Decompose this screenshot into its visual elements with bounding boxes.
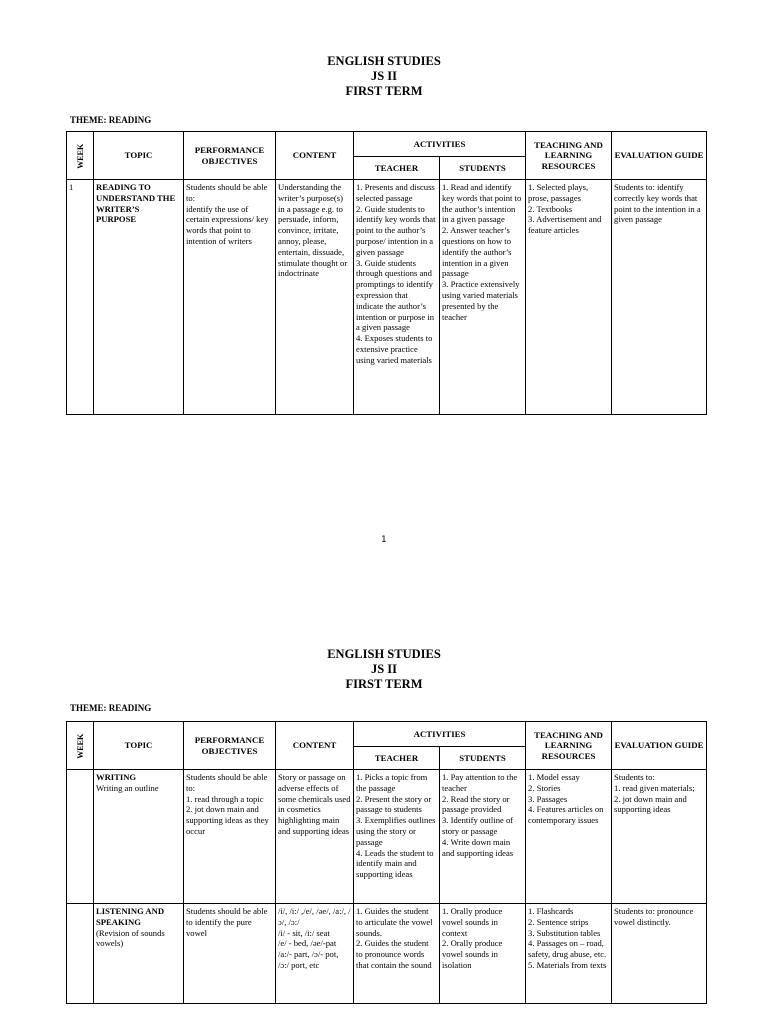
teacher-activities-cell: 1. Presents and discuss selected passage 2. Guide students to identify key words that point to the author’s purpose/ intention in a given passage 3. Guide students through questions and promptings to identify expression that indicate the author’s intention or purpose in a given passage 4. Exposes students to extensive practice using varied materials — [354, 180, 440, 415]
topic-header: TOPIC — [94, 722, 184, 770]
topic-cell — [94, 770, 184, 904]
evaluation-header: EVALUATION GUIDE — [612, 722, 707, 770]
objectives-cell: Students should be able to: 1. read through a topic 2. jot down main and supporting ideas as they occur — [184, 770, 276, 904]
topic-title: READING TO UNDERSTAND THE WRITER’S PURPOSE — [96, 182, 176, 225]
content-header: CONTENT — [276, 722, 354, 770]
objectives-cell: Students should be able to: identify the use of certain expressions/ key words that point to intention of writers — [184, 180, 276, 415]
evaluation-header: EVALUATION GUIDE — [612, 132, 707, 180]
topic-subtitle: (Revision of sounds vowels) — [96, 927, 165, 949]
content-cell: Story or passage on adverse effects of some chemicals used in cosmetics highlighting main and supporting ideas — [276, 770, 354, 904]
activities-header: ACTIVITIES — [354, 722, 526, 747]
subject-title: ENGLISH STUDIES — [327, 647, 441, 661]
evaluation-cell: Students to: pronounce vowel distinctly. — [612, 904, 707, 1004]
teacher-activities-cell: 1. Picks a topic from the passage 2. Present the story or passage to students 3. Exemplifies outlines using the story or passage 4. Leads the student to identify main and supporting ideas — [354, 770, 440, 904]
topic-header: TOPIC — [94, 132, 184, 180]
resources-cell: 1. Selected plays, prose, passages 2. Textbooks 3. Advertisement and feature articles — [526, 180, 612, 415]
content-cell: /i/, /i:/ ,/e/, /ǝe/, /a:/, /ɔ/, /ɔ:/ /i/ - sit, /i:/ seat /e/ - bed, /ǝe/-pat /a:/- part, /ɔ/- pot, /ɔ:/ port, etc — [276, 904, 354, 1004]
table-row — [67, 180, 707, 415]
term-title: FIRST TERM — [345, 677, 423, 691]
table-row — [67, 904, 707, 1004]
evaluation-cell: Students to: 1. read given materials; 2. jot down main and supporting ideas — [612, 770, 707, 904]
teacher-header: TEACHER — [354, 157, 440, 180]
students-header: STUDENTS — [440, 157, 526, 180]
resources-cell: 1. Model essay 2. Stories 3. Passages 4. Features articles on contemporary issues — [526, 770, 612, 904]
content-cell: Understanding the writer’s purpose(s) in a passage e.g. to persuade, inform, convince, irritate, annoy, please, entertain, dissuade, stimulate thought or indoctrinate — [276, 180, 354, 415]
theme-label: THEME: READING — [70, 115, 152, 125]
teacher-activities-cell: 1. Guides the student to articulate the vowel sounds. 2. Guides the student to pronounce words that contain the sound — [354, 904, 440, 1004]
topic-cell — [94, 180, 184, 415]
theme-label: THEME: READING — [70, 703, 152, 713]
table-row — [67, 770, 707, 904]
resources-header: TEACHING AND LEARNING RESOURCES — [526, 132, 612, 180]
objectives-header: PERFORMANCE OBJECTIVES — [184, 132, 276, 180]
evaluation-cell: Students to: identify correctly key words that point to the intention in a given passage — [612, 180, 707, 415]
week-header: WEEK — [67, 722, 94, 770]
subject-title: ENGLISH STUDIES — [327, 54, 441, 68]
class-title: JS II — [370, 69, 398, 83]
resources-cell: 1. Flashcards 2. Sentence strips 3. Substitution tables 4. Passages on – road, safety, drug abuse, etc. 5. Materials from texts — [526, 904, 612, 1004]
term-title: FIRST TERM — [345, 84, 423, 98]
objectives-header: PERFORMANCE OBJECTIVES — [184, 722, 276, 770]
topic-title: LISTENING AND SPEAKING — [96, 906, 165, 927]
student-activities-cell: 1. Pay attention to the teacher 2. Read the story or passage provided 3. Identify outline of story or passage 4. Write down main and supporting ideas — [440, 770, 526, 904]
topic-title: WRITING — [96, 772, 137, 782]
student-activities-cell: 1. Read and identify key words that point to the author’s intention in a given passage 2. Answer teacher’s questions on how to identify the author’s intention in a given passage 3. Practice extensively using varied materials presented by the teacher — [440, 180, 526, 415]
students-header: STUDENTS — [440, 747, 526, 770]
content-header: CONTENT — [276, 132, 354, 180]
topic-cell — [94, 904, 184, 1004]
activities-header: ACTIVITIES — [354, 132, 526, 157]
scheme-table — [66, 131, 707, 415]
resources-header: TEACHING AND LEARNING RESOURCES — [526, 722, 612, 770]
student-activities-cell: 1. Orally produce vowel sounds in context 2. Orally produce vowel sounds in isolation — [440, 904, 526, 1004]
teacher-header: TEACHER — [354, 747, 440, 770]
scheme-table — [66, 721, 707, 1004]
page-heading — [0, 647, 768, 692]
objectives-cell: Students should be able to identify the pure vowel — [184, 904, 276, 1004]
week-cell: 1 — [67, 180, 94, 415]
page-number: 1 — [381, 535, 387, 545]
week-header: WEEK — [67, 132, 94, 180]
week-cell — [67, 770, 94, 904]
week-cell — [67, 904, 94, 1004]
topic-subtitle: Writing an outline — [96, 782, 159, 793]
document-page-2 — [0, 600, 768, 1024]
page-heading — [0, 54, 768, 99]
class-title: JS II — [370, 662, 398, 676]
